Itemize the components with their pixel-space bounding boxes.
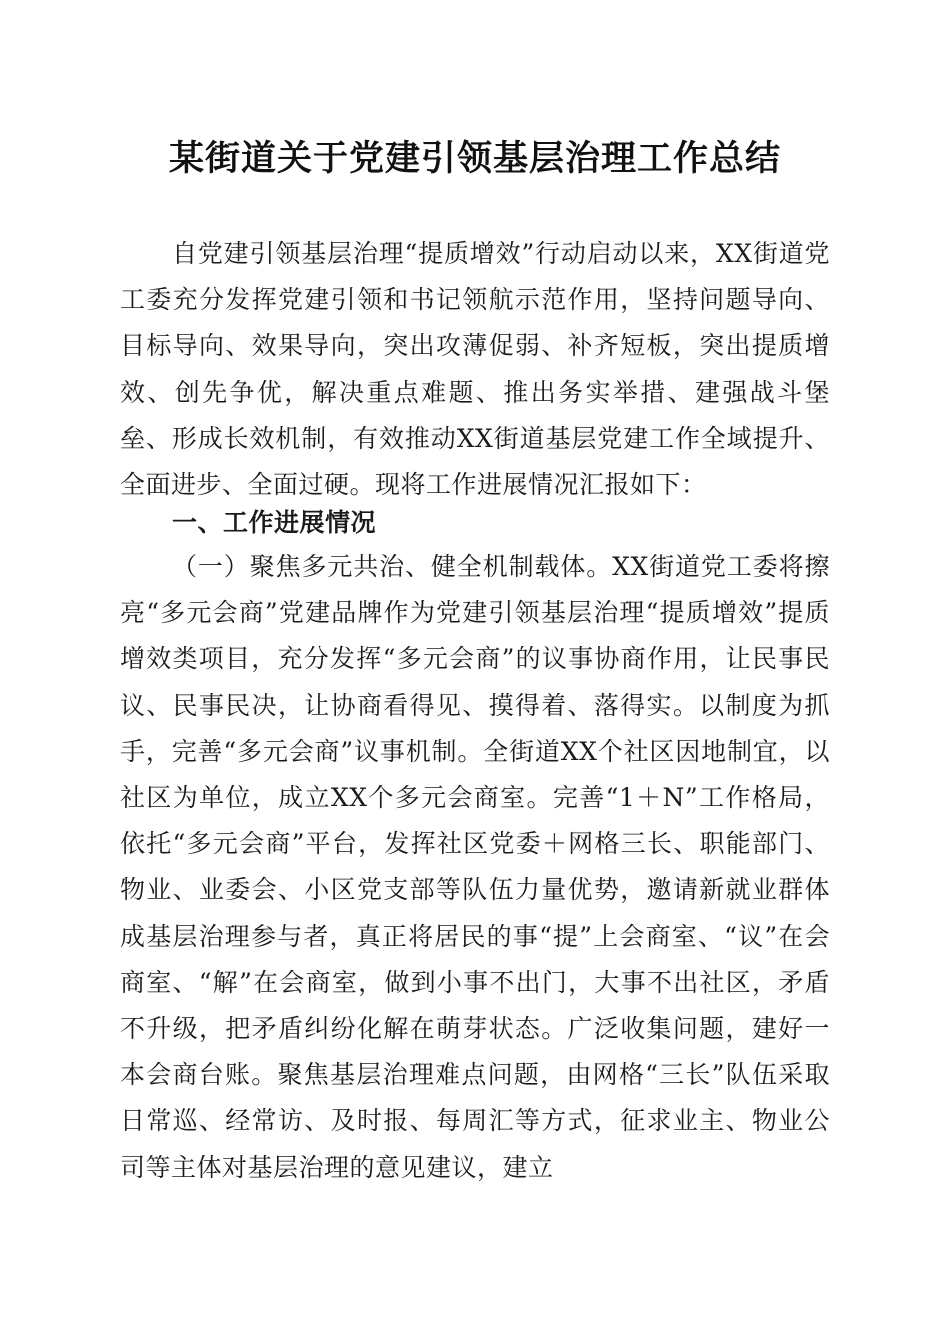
- section-heading: 一、工作进展情况: [172, 508, 377, 537]
- intro-paragraph: 自党建引领基层治理“提质增效”行动启动以来，XX街道党工委充分发挥党建引领和书记领航示范作用，坚持问题导向、目标导向、效果导向，突出攻薄促弱、补齐短板，突出提质增效、创先争优，解决重点难题、推出务实举措、建强战斗堡垒、形成长效机制，有效推动XX街道基层党建工作全域提升、全面进步、全面过硬。现将工作进展情况汇报如下：: [120, 239, 830, 500]
- section-paragraph: （一）聚焦多元共治、健全机制载体。XX街道党工委将擦亮“多元会商”党建品牌作为党建引领基层治理“提质增效”提质增效类项目，充分发挥“多元会商”的议事协商作用，让民事民议、民事民决，让协商看得见、摸得着、落得实。以制度为抓手，完善“多元会商”议事机制。全街道XX个社区因地制宜，以社区为单位，成立XX个多元会商室。完善“1＋N”工作格局，依托“多元会商”平台，发挥社区党委＋网格三长、职能部门、物业、业委会、小区党支部等队伍力量优势，邀请新就业群体成基层治理参与者，真正将居民的事“提”上会商室、“议”在会商室、“解”在会商室，做到小事不出门，大事不出社区，矛盾不升级，把矛盾纠纷化解在萌芽状态。广泛收集问题，建好一本会商台账。聚焦基层治理难点问题，由网格“三长”队伍采取日常巡、经常访、及时报、每周汇等方式，征求业主、物业公司等主体对基层治理的意见建议，建立: [120, 552, 830, 1182]
- document-title: 某街道关于党建引领基层治理工作总结: [168, 138, 781, 179]
